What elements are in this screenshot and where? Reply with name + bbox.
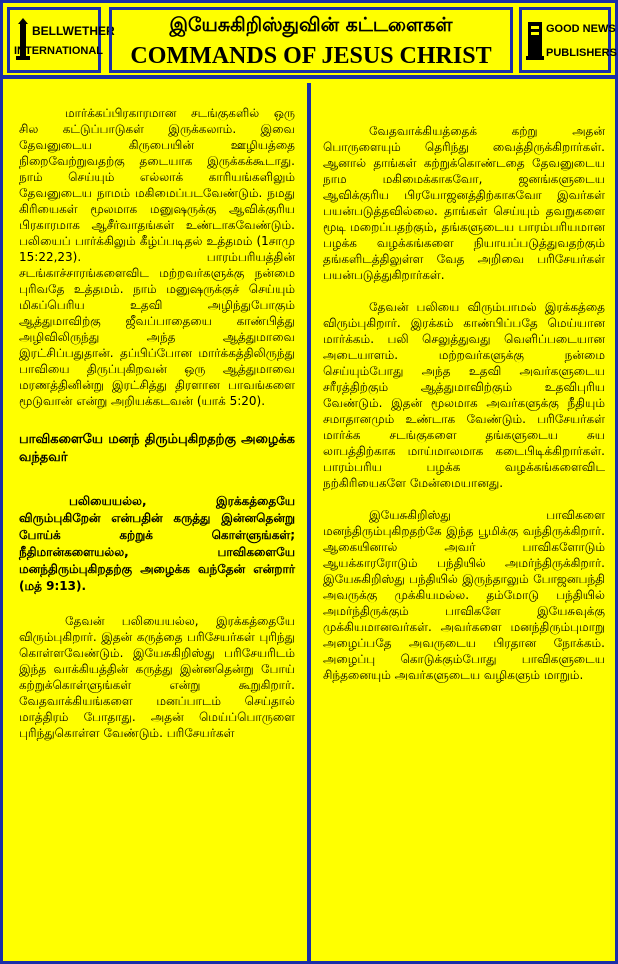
good-news-logo xyxy=(519,7,617,73)
scripture-quote: பலியையல்ல, இரக்கத்தையே விரும்புகிறேன் என்பதின் கருத்து இன்னதென்று போய்க் கற்றுக் கொள்ளுங்கள்; நீதிமான்களையல்ல, பாவிகளையே மனந்திரும்புகிறதற்கு அழைக்க வந்தேன் என்றார் (மத் 9:13). xyxy=(19,494,295,593)
right-paragraph-1: வேதவாக்கியத்தைக் கற்று அதன் பொருளையும் தெரிந்து வைத்திருக்கிறார்கள். ஆனால் தாங்கள் கற்றுக்கொண்டதை தேவனுடைய நாம மகிமைக்காகவோ, ஜனங்களுடைய ஆவிக்குரிய பிரயோஜனத்திற்காகவோ இவர்கள் பயன்படுத்தவில்லை. தாங்கள் செய்யும் தவறுகளை மூடி மறைப்பதற்கும், தங்களுடைய பாரம்பரியமான பழக்க வழக்கங்களை நியாயப்படுத்துவதற்கும் தங்களிடத்திலுள்ள வேத அறிவை பரிசேயர்கள் பயன்படுத்துகிறார்கள். xyxy=(323,124,605,282)
section-heading: பாவிகளையே மனந் திரும்புகிறதற்கு அழைக்க வந்தவர் xyxy=(19,432,295,465)
right-column xyxy=(313,83,615,961)
left-paragraph-2: தேவன் பலியையல்ல, இரக்கத்தையே விரும்புகிறார். இதன் கருத்தை பரிசேயர்கள் புரிந்து கொள்ளவேண்டும். இயேசுகிறிஸ்து பரிசேயரிடம் இந்த வாக்கியத்தின் கருத்து இன்னதென்று போய் கற்றுக்கொள்ளுங்கள் என்று கூறுகிறார். வேதவாக்கியங்களை மனப்பாடம் செய்தால் மாத்திரம் போதாது. அதன் மெய்ப்பொருளை புரிந்துகொள்ள வேண்டும். பரிசேயர்கள் xyxy=(19,614,295,740)
bellwether-logo xyxy=(7,7,115,73)
title-box xyxy=(109,7,513,73)
left-paragraph-1: மார்க்கப்பிரகாரமான சடங்குகளில் ஒரு சில கட்டுப்பாடுகள் இருக்கலாம். இவை தேவனுடைய கிருபையின் ஊழியத்தை நிறைவேற்றுவதற்கு தடையாக இருக்கக்கூடாது. நாம் செய்யும் எல்லாக் காரியங்களிலும் தேவனுடைய நாமம் மகிமைப்படவேண்டும். நமது கிரியைகள் மூலமாக மனுஷருக்கு ஆவிக்குரிய பிரகாரமாக ஆசீர்வாதங்கள் உண்டாகவேண்டும். பலியைப் பார்க்கிலும் கீழ்ப்படிதல் உத்தமம் (1சாமு 15:22,23). பாரம்பரியத்தின் சடங்காச்சாரங்களைவிட மற்றவர்களுக்கு நன்மை புரிவதே உத்தமம். நாம் மனுஷருக்குச் செய்யும் மிகப்பெரிய உதவி அழிந்துபோகும் ஆத்துமாவிற்கு ஜீவப்பாதையை காண்பித்து அழிவிலிருந்து அந்த ஆத்துமாவை இரட்சிப்பதுதான். தப்பிப்போன மார்க்கத்திலிருந்து பாவியை திருப்புகிறவன் ஒரு ஆத்துமாவை மரணத்தினின்று இரட்சித்து திரளான பாவங்களை மூடுவான் என்று அறியக்கடவன் (யாக் 5:20). xyxy=(19,106,295,408)
right-paragraph-3: இயேசுகிறிஸ்து பாவிகளை மனந்திரும்புகிறதற்கே இந்த பூமிக்கு வந்திருக்கிறார். ஆகையினால் அவர் பாவிகளோடும் ஆயக்காரரோடும் பந்தியில் அமர்ந்திருக்கிறார். இயேசுகிறிஸ்து பந்தியில் இருந்தாலும் போஜனபந்தி அவருக்கு முக்கியமல்ல. தம்மோடு பந்தியில் அமர்ந்திருக்கும் பாவிகளே இயேசுவுக்கு முக்கியமானவர்கள். அவர்களை மனந்திரும்புமாறு அழைப்பதே அவருடைய பிரதான நோக்கம். அழைப்பு கொடுக்கும்போது பாவிகளுடைய சிந்தனையும் அவர்களுடைய வழிகளும் மாறும். xyxy=(323,508,605,682)
right-paragraph-2: தேவன் பலியை விரும்பாமல் இரக்கத்தை விரும்புகிறார். இரக்கம் காண்பிப்பதே மெய்யான மார்க்கம். பலி செலுத்துவது வெளிப்படையான அடையாளம். மற்றவர்களுக்கு நன்மை செய்யும்போது அந்த உதவி அவர்களுடைய சரீரத்திற்கும் ஆத்துமாவிற்கும் உதவிபுரிய வேண்டும். இதன் மூலமாக அவர்களுக்கு நீதியும் சமாதானமும் உண்டாக வேண்டும். பரிசேயர்கள் மார்க்க சடங்குகளை தங்களுடைய சுய லாபத்திற்காக மாய்மாலமாக கடைபிடிக்கிறார்கள். பாரம்பரிய பழக்க வழக்கங்களைவிட நற்கிரியைகளே மேன்மையானது. xyxy=(323,300,605,490)
logo-right-line1: GOOD NEWS xyxy=(546,23,616,35)
logo-left-line2: INTERNATIONAL xyxy=(14,45,104,57)
logo-left-line1: BELLWETHER xyxy=(32,24,115,38)
page-title-english: COMMANDS OF JESUS CHRIST xyxy=(130,43,492,69)
good-news-book-icon xyxy=(526,18,548,62)
page-title-tamil: இயேசுகிறிஸ்துவின் கட்டளைகள் xyxy=(169,14,453,36)
page-header xyxy=(3,3,615,79)
logo-right-line2: PUBLISHERS xyxy=(546,47,617,59)
left-column xyxy=(5,83,311,961)
